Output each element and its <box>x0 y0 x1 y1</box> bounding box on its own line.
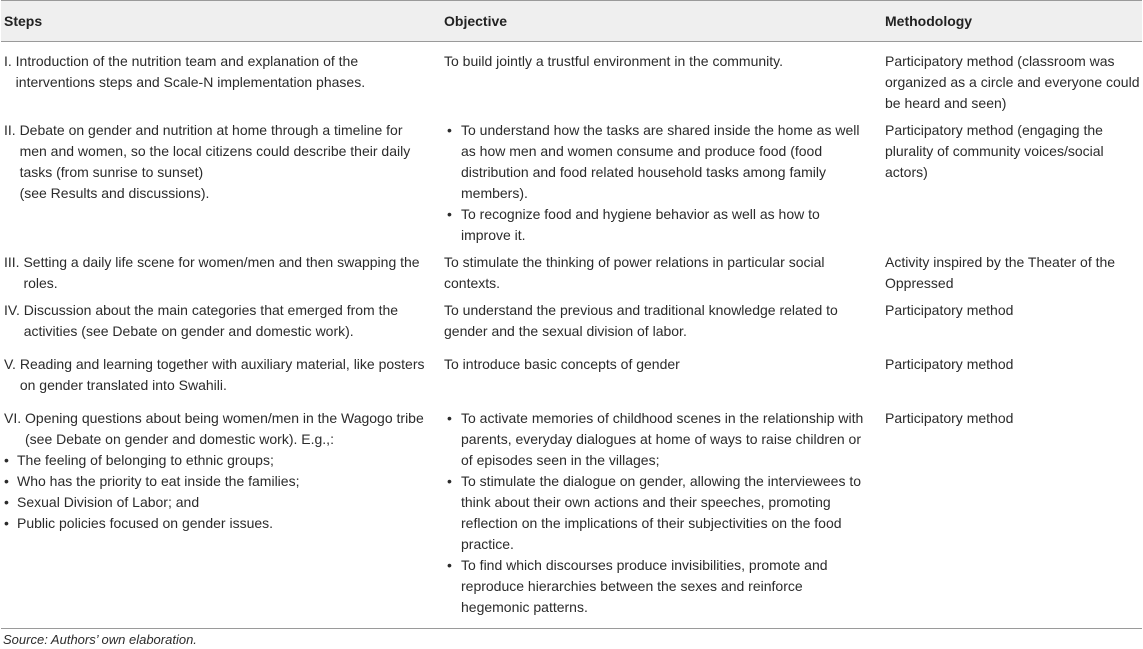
step-text: Opening questions about being women/men in the Wagogo tribe (see Debate on gender and domestic work). E.g.,: <box>25 410 424 447</box>
step-bullet: • Public policies focused on gender issues. <box>4 513 429 534</box>
step-bullet: • The feeling of belonging to ethnic groups; <box>4 450 429 471</box>
step-number: II. <box>4 122 16 138</box>
header-row <box>1 1 1142 42</box>
table-row <box>1 294 1142 342</box>
step-text: Debate on gender and nutrition at home through a timeline for men and women, so the local citizens could describe their daily tasks (from sunrise to sunset) <box>19 122 411 180</box>
header-objective: Objective <box>443 1 884 42</box>
table-row <box>1 396 1142 629</box>
header-methodology: Methodology <box>884 1 1142 42</box>
step-number: I. <box>4 53 12 69</box>
objective-cell: To introduce basic concepts of gender <box>444 356 680 372</box>
objective-bullet: • To stimulate the dialogue on gender, allowing the interviewees to think about their own actions and their speeches, promoting reflection on the implications of their subjectivities on the food practice. <box>444 471 870 555</box>
step-number: V. <box>4 356 16 372</box>
step-cell <box>1 342 443 396</box>
step-note: (see Results and discussions). <box>19 185 210 201</box>
step-number: III. <box>4 254 20 270</box>
objective-cell: To stimulate the thinking of power relations in particular social contexts. <box>444 254 825 291</box>
objective-bullet: • To recognize food and hygiene behavior as well as how to improve it. <box>444 204 870 246</box>
steps-table <box>1 0 1142 629</box>
objective-cell <box>443 396 884 629</box>
step-bullet: • Who has the priority to eat inside the families; <box>4 471 429 492</box>
objective-bullet: • To understand how the tasks are shared inside the home as well as how men and women consume and produce food (food distribution and food related household tasks among family members). <box>444 120 870 204</box>
step-cell <box>1 42 443 115</box>
step-cell <box>1 294 443 342</box>
objective-cell: To understand the previous and traditional knowledge related to gender and the sexual division of labor. <box>444 302 838 339</box>
step-text: Discussion about the main categories that emerged from the activities (see Debate on gender and domestic work). <box>23 302 399 339</box>
methodology-cell: Participatory method <box>885 356 1014 372</box>
table-row <box>1 342 1142 396</box>
step-number: VI. <box>4 410 22 426</box>
methodology-cell: Participatory method <box>885 302 1014 318</box>
header-steps: Steps <box>1 1 443 42</box>
methodology-cell: Participatory method (engaging the plurality of community voices/social actors) <box>885 122 1104 180</box>
methodology-cell: Participatory method <box>885 410 1014 426</box>
methodology-cell: Activity inspired by the Theater of the Oppressed <box>885 254 1116 291</box>
source-note: Source: Authors’ own elaboration. <box>3 632 197 647</box>
step-bullet: • Sexual Division of Labor; and <box>4 492 429 513</box>
table-row <box>1 42 1142 115</box>
objective-cell <box>443 114 884 246</box>
methodology-cell: Participatory method (classroom was organized as a circle and everyone could be heard and seen) <box>885 53 1140 111</box>
objective-cell: To build jointly a trustful environment in the community. <box>444 53 784 69</box>
objective-bullet: • To find which discourses produce invisibilities, promote and reproduce hierarchies between the sexes and reinforce hegemonic patterns. <box>444 555 870 618</box>
step-cell <box>1 396 443 629</box>
step-cell <box>1 246 443 294</box>
table-row <box>1 114 1142 246</box>
step-text: Reading and learning together with auxiliary material, like posters on gender translated into Swahili. <box>19 356 425 393</box>
table-row <box>1 246 1142 294</box>
step-text: Setting a daily life scene for women/men and then swapping the roles. <box>23 254 420 291</box>
step-cell <box>1 114 443 246</box>
objective-bullet: • To activate memories of childhood scenes in the relationship with parents, everyday dialogues at home of ways to raise children or of episodes seen in the villages; <box>444 408 870 471</box>
step-text: Introduction of the nutrition team and explanation of the interventions steps and Scale-N implementation phases. <box>15 53 366 90</box>
step-number: IV. <box>4 302 20 318</box>
